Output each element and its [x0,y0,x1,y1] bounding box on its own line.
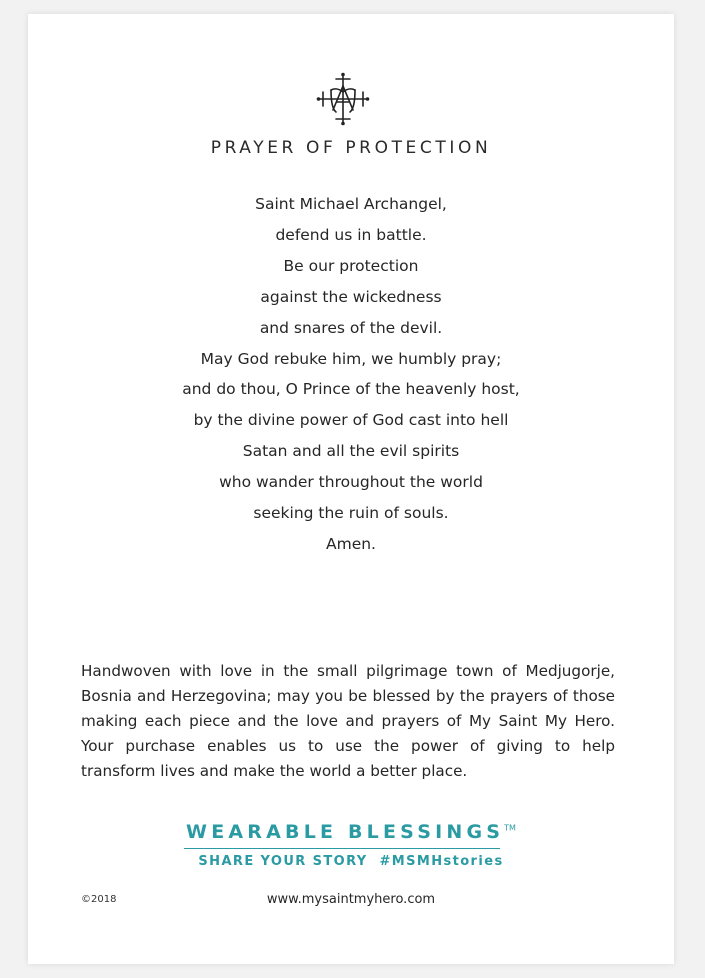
divider [184,848,500,849]
prayer-line: who wander throughout the world [219,473,483,492]
share-story-tagline: SHARE YOUR STORY #MSMHstories [198,854,504,869]
prayer-text [28,189,674,560]
prayer-line: Satan and all the evil spirits [242,442,460,461]
website-url: www.mysaintmyhero.com [266,892,436,907]
prayer-title: PRAYER OF PROTECTION [210,138,492,158]
wearable-blessings-heading [28,821,674,843]
prayer-line: defend us in battle. [275,225,427,244]
trademark-mark: TM [504,823,516,833]
wearable-blessings-label: WEARABLE BLESSINGS [186,821,505,843]
prayer-line: against the wickedness [260,287,442,306]
marian-cross-monogram-icon [316,72,370,126]
prayer-line: Saint Michael Archangel, [255,195,447,213]
product-description: Handwoven with love in the small pilgrimage town of Medjugorje, Bosnia and Herzegovina; may you be blessed by the prayers of those making each piece and the love and prayers of My Saint My Hero. Your purchase enables us to use the power of giving to help transform lives and make the world a better place. [81,662,615,780]
prayer-card [28,14,674,964]
prayer-line: and do thou, O Prince of the heavenly host, [182,380,520,399]
prayer-line: seeking the ruin of souls. [253,504,449,523]
copyright-notice: ©2018 [81,894,117,905]
prayer-line: Amen. [326,534,376,553]
prayer-line: by the divine power of God cast into hell [193,411,509,430]
prayer-line: Be our protection [283,256,419,275]
prayer-line: May God rebuke him, we humbly pray; [200,349,502,368]
prayer-line: and snares of the devil. [259,318,443,337]
